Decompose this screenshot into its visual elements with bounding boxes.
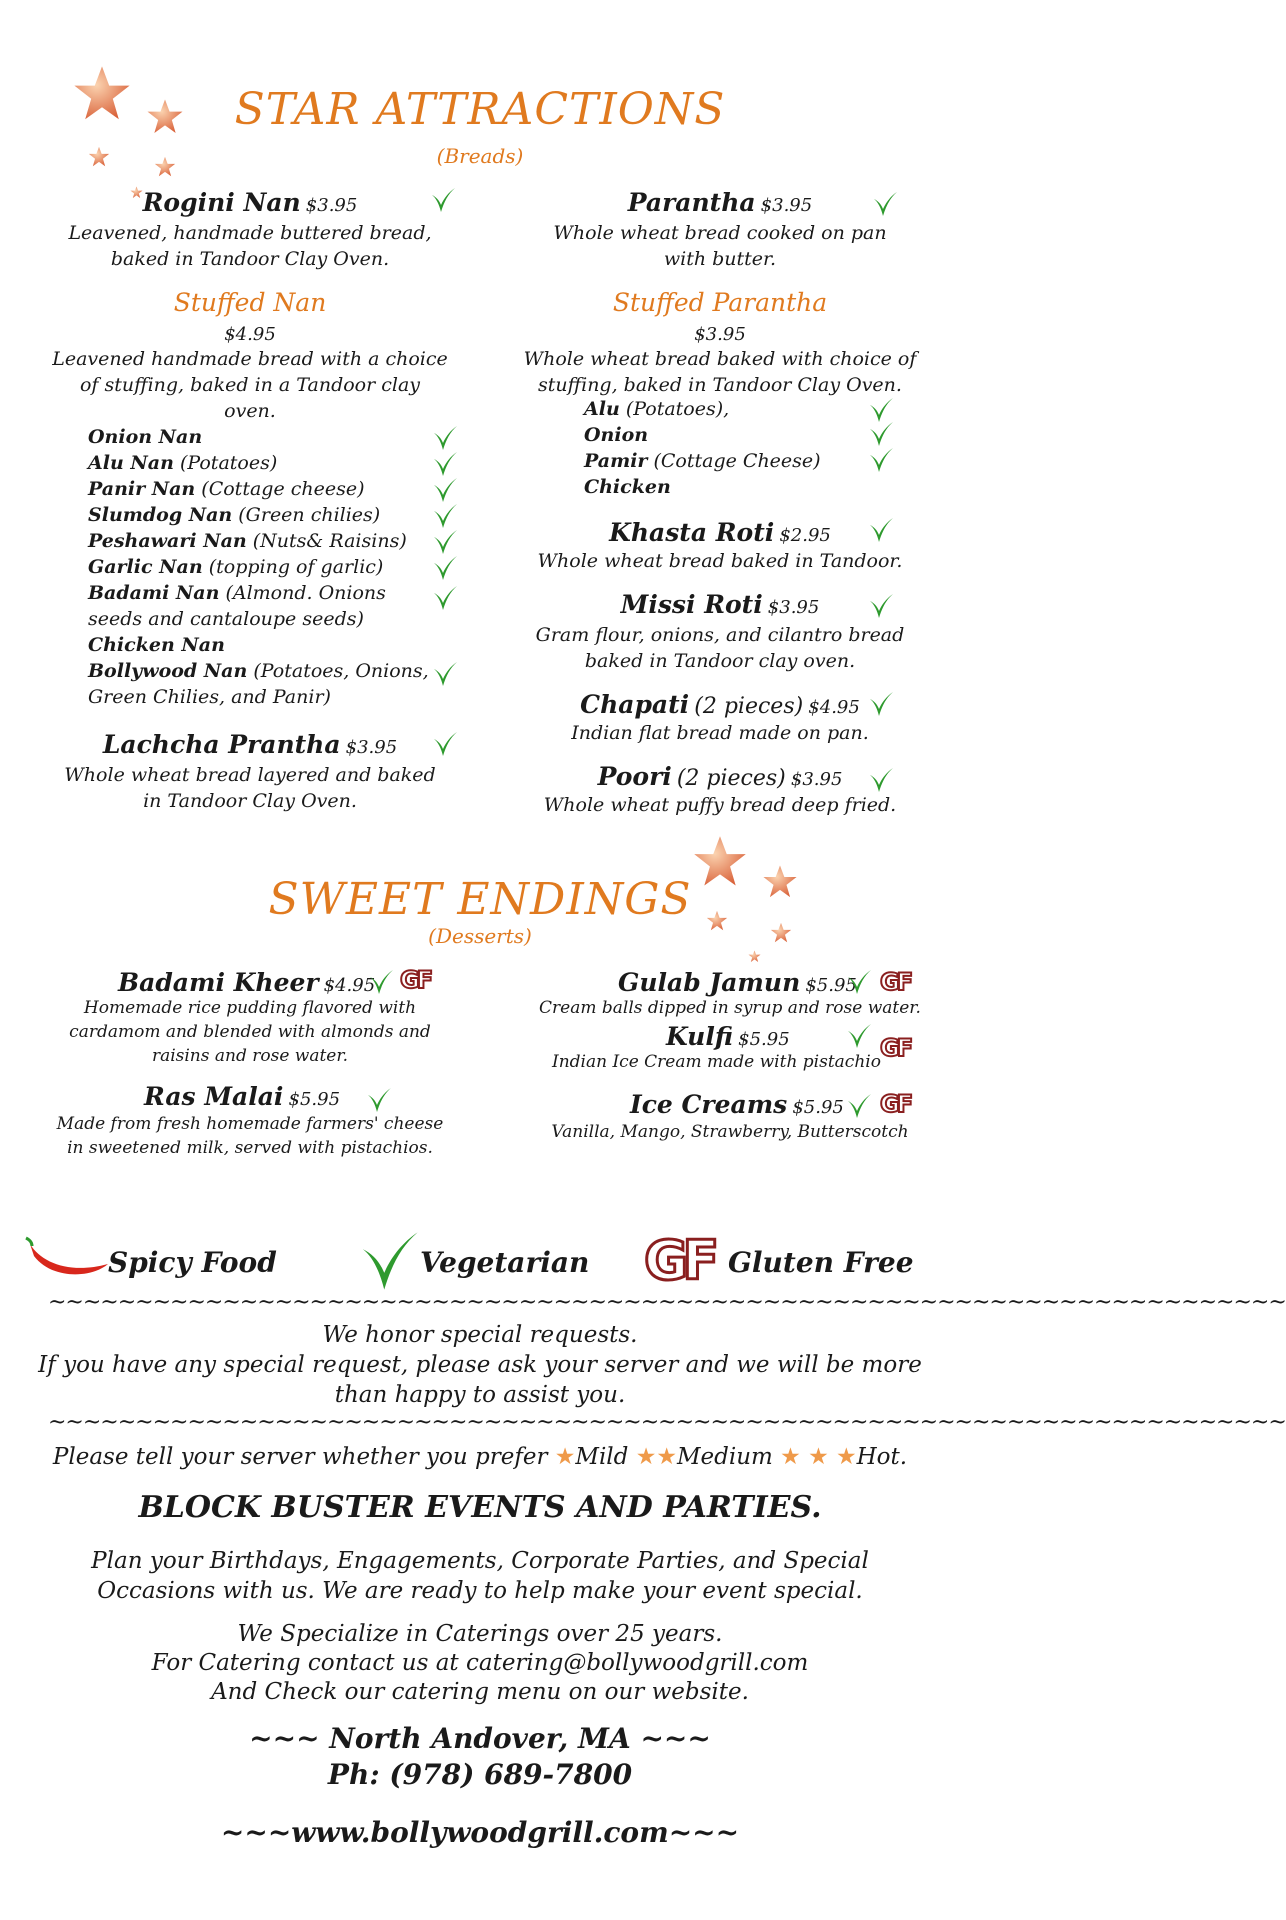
vegetarian-icon xyxy=(358,1226,420,1296)
menu-item-rogini-nan xyxy=(40,188,460,217)
vegetarian-icon xyxy=(366,1086,392,1114)
item-description: Gram flour, onions, and cilantro bread baked in Tandoor clay oven. xyxy=(535,624,905,672)
section-subtitle: (Breads) xyxy=(436,144,524,168)
item-name: Badami Kheer xyxy=(118,968,319,997)
legend-spicy-label: Spicy Food xyxy=(108,1246,277,1279)
item-name: Parantha xyxy=(627,188,756,217)
menu-item-lachcha-prantha xyxy=(40,730,460,759)
list-item: Onion xyxy=(584,424,649,446)
vegetarian-icon xyxy=(868,592,894,620)
chili-pepper-icon xyxy=(22,1234,112,1280)
item-description: Indian flat bread made on pan. xyxy=(571,722,869,744)
legend-gf-label: Gluten Free xyxy=(728,1246,914,1279)
location: ~~~ North Andover, MA ~~~ xyxy=(249,1722,711,1755)
item-price: $3.95 xyxy=(790,769,843,790)
item-price: $3.95 xyxy=(345,737,398,758)
phone-number: Ph: (978) 689-7800 xyxy=(327,1758,633,1791)
list-item: Pamir (Cottage Cheese) xyxy=(584,450,821,472)
star-icon xyxy=(770,922,794,944)
list-item: Bollywood Nan (Potatoes, Onions, xyxy=(88,660,429,682)
vegetarian-icon xyxy=(432,584,458,612)
menu-item-gulab-jamun xyxy=(618,968,857,997)
star-icon: ★★ xyxy=(635,1444,677,1470)
item-price: $4.95 xyxy=(224,324,276,345)
item-quantity: (2 pieces) xyxy=(694,694,804,719)
section-subtitle: (Desserts) xyxy=(428,924,532,948)
star-icon: ★ ★ ★ xyxy=(780,1444,857,1470)
item-name: Poori xyxy=(597,762,672,791)
item-name: Ras Malai xyxy=(144,1082,284,1111)
item-description: Whole wheat bread baked in Tandoor. xyxy=(537,550,903,572)
list-item: Peshawari Nan (Nuts& Raisins) xyxy=(88,530,407,552)
list-item: Panir Nan (Cottage cheese) xyxy=(88,478,365,500)
vegetarian-icon xyxy=(432,450,458,478)
item-price: $5.95 xyxy=(738,1029,790,1050)
item-description: Whole wheat bread baked with choice of stuffing, baked in Tandoor Clay Oven. xyxy=(523,348,917,396)
menu-item-missi-roti xyxy=(510,590,930,619)
vegetarian-icon xyxy=(846,1092,872,1120)
vegetarian-icon xyxy=(432,476,458,504)
star-icon xyxy=(72,64,140,124)
item-name: Ice Creams xyxy=(630,1090,788,1119)
gluten-free-icon: GF xyxy=(400,966,431,994)
list-item: Slumdog Nan (Green chilies) xyxy=(88,504,381,526)
gluten-free-icon: GF xyxy=(880,1034,911,1062)
list-item: Garlic Nan (topping of garlic) xyxy=(88,556,384,578)
menu-item-chapati xyxy=(510,690,930,719)
list-item: Onion Nan xyxy=(88,426,203,448)
list-item: Chicken Nan xyxy=(88,634,225,656)
item-description: Indian Ice Cream made with pistachio xyxy=(552,1052,881,1072)
item-price: $3.95 xyxy=(760,195,813,216)
star-icon xyxy=(154,156,178,178)
gluten-free-icon: GF xyxy=(644,1229,714,1292)
item-description: Whole wheat bread layered and baked in Tandoor Clay Oven. xyxy=(64,764,436,812)
vegetarian-icon xyxy=(432,554,458,582)
star-icon xyxy=(748,950,762,964)
item-description: Whole wheat puffy bread deep fried. xyxy=(543,794,897,816)
list-item: Badami Nan (Almond. Onions xyxy=(88,582,386,604)
item-price: $5.95 xyxy=(792,1097,844,1118)
menu-item-badami-kheer xyxy=(118,968,375,997)
vegetarian-icon xyxy=(432,528,458,556)
section-title: STAR ATTRACTIONS xyxy=(234,84,726,135)
gluten-free-icon: GF xyxy=(880,1090,911,1118)
list-item: Chicken xyxy=(584,476,671,498)
list-item: seeds and cantaloupe seeds) xyxy=(88,608,364,630)
item-description: Leavened, handmade buttered bread, baked in Tandoor Clay Oven. xyxy=(68,222,432,270)
website-link[interactable]: ~~~www.bollywoodgrill.com~~~ xyxy=(220,1816,740,1849)
spice-preference: Please tell your server whether you prefer ★Mild ★★Medium ★ ★ ★Hot. xyxy=(52,1444,908,1470)
vegetarian-icon xyxy=(868,690,894,718)
item-price: $2.95 xyxy=(779,525,831,546)
vegetarian-icon xyxy=(432,502,458,530)
events-description: Plan your Birthdays, Engagements, Corporate Parties, and Special Occasions with us. We are ready to help make your event special. xyxy=(91,1548,869,1604)
vegetarian-icon xyxy=(846,968,872,996)
vegetarian-icon xyxy=(430,186,456,214)
item-price: $3.95 xyxy=(694,324,746,345)
item-price: $3.95 xyxy=(767,597,820,618)
events-title: BLOCK BUSTER EVENTS AND PARTIES. xyxy=(138,1490,822,1525)
vegetarian-icon xyxy=(868,516,894,544)
menu-item-ice-creams xyxy=(630,1090,844,1119)
subsection-title: Stuffed Nan xyxy=(173,288,327,317)
vegetarian-icon xyxy=(868,766,894,794)
vegetarian-icon xyxy=(872,190,898,218)
vegetarian-icon xyxy=(868,446,894,474)
item-description: Homemade rice pudding flavored with cardamom and blended with almonds and raisins and rose water. xyxy=(69,998,431,1066)
item-price: $5.95 xyxy=(288,1089,341,1110)
legend-veg-label: Vegetarian xyxy=(420,1246,590,1279)
vegetarian-icon xyxy=(432,730,458,758)
tilde-divider: ~~~~~~~~~~~~~~~~~~~~~~~~~~~~~~~~~~~~~~~~~~~~~~~~~~~~~~~~~~~~~~~~~~~~~~~ xyxy=(48,1410,1286,1435)
menu-item-parantha xyxy=(510,188,930,217)
item-description: Vanilla, Mango, Strawberry, Butterscotch xyxy=(551,1122,909,1142)
section-title: SWEET ENDINGS xyxy=(268,874,692,925)
star-icon xyxy=(88,146,112,168)
vegetarian-icon xyxy=(432,660,458,688)
item-description: Whole wheat bread cooked on pan with butter. xyxy=(553,222,887,270)
catering-info: We Specialize in Caterings over 25 years. For Catering contact us at catering@bollywoodgrill.com And Check our catering menu on our website. xyxy=(151,1621,809,1705)
item-description: Cream balls dipped in syrup and rose water. xyxy=(539,998,921,1018)
list-item: Alu Nan (Potatoes) xyxy=(88,452,278,474)
item-price: $4.95 xyxy=(808,697,860,718)
vegetarian-icon xyxy=(368,968,394,996)
item-name: Rogini Nan xyxy=(142,188,301,217)
star-icon: ★ xyxy=(554,1444,576,1470)
item-name: Missi Roti xyxy=(620,590,763,619)
item-description: Made from fresh homemade farmers' cheese in sweetened milk, served with pistachios. xyxy=(56,1114,444,1158)
vegetarian-icon xyxy=(846,1022,872,1050)
subsection-title: Stuffed Parantha xyxy=(612,288,828,317)
list-item: Green Chilies, and Panir) xyxy=(88,686,331,708)
tilde-divider: ~~~~~~~~~~~~~~~~~~~~~~~~~~~~~~~~~~~~~~~~~~~~~~~~~~~~~~~~~~~~~~~~~~~~~~~ xyxy=(48,1290,1286,1315)
list-item: Alu (Potatoes), xyxy=(584,398,730,420)
item-price: $3.95 xyxy=(305,195,358,216)
menu-item-poori xyxy=(510,762,930,791)
item-name: Khasta Roti xyxy=(609,518,775,547)
menu-item-khasta-roti xyxy=(510,518,930,547)
vegetarian-icon xyxy=(432,424,458,452)
menu-item-kulfi xyxy=(666,1022,790,1051)
item-name: Kulfi xyxy=(666,1022,734,1051)
item-name: Chapati xyxy=(580,690,690,719)
item-quantity: (2 pieces) xyxy=(676,766,786,791)
menu-item-ras-malai xyxy=(144,1082,340,1111)
item-price: $5.95 xyxy=(805,975,857,996)
item-name: Gulab Jamun xyxy=(618,968,801,997)
vegetarian-icon xyxy=(868,420,894,448)
item-price: $4.95 xyxy=(323,975,376,996)
item-description: Leavened handmade bread with a choice of stuffing, baked in a Tandoor clay oven. xyxy=(52,348,448,422)
item-name: Lachcha Prantha xyxy=(102,730,341,759)
star-icon xyxy=(762,864,800,900)
gluten-free-icon: GF xyxy=(880,968,911,996)
special-requests: We honor special requests. If you have any special request, please ask your server and we will be more than happy to assist you. xyxy=(38,1322,922,1408)
